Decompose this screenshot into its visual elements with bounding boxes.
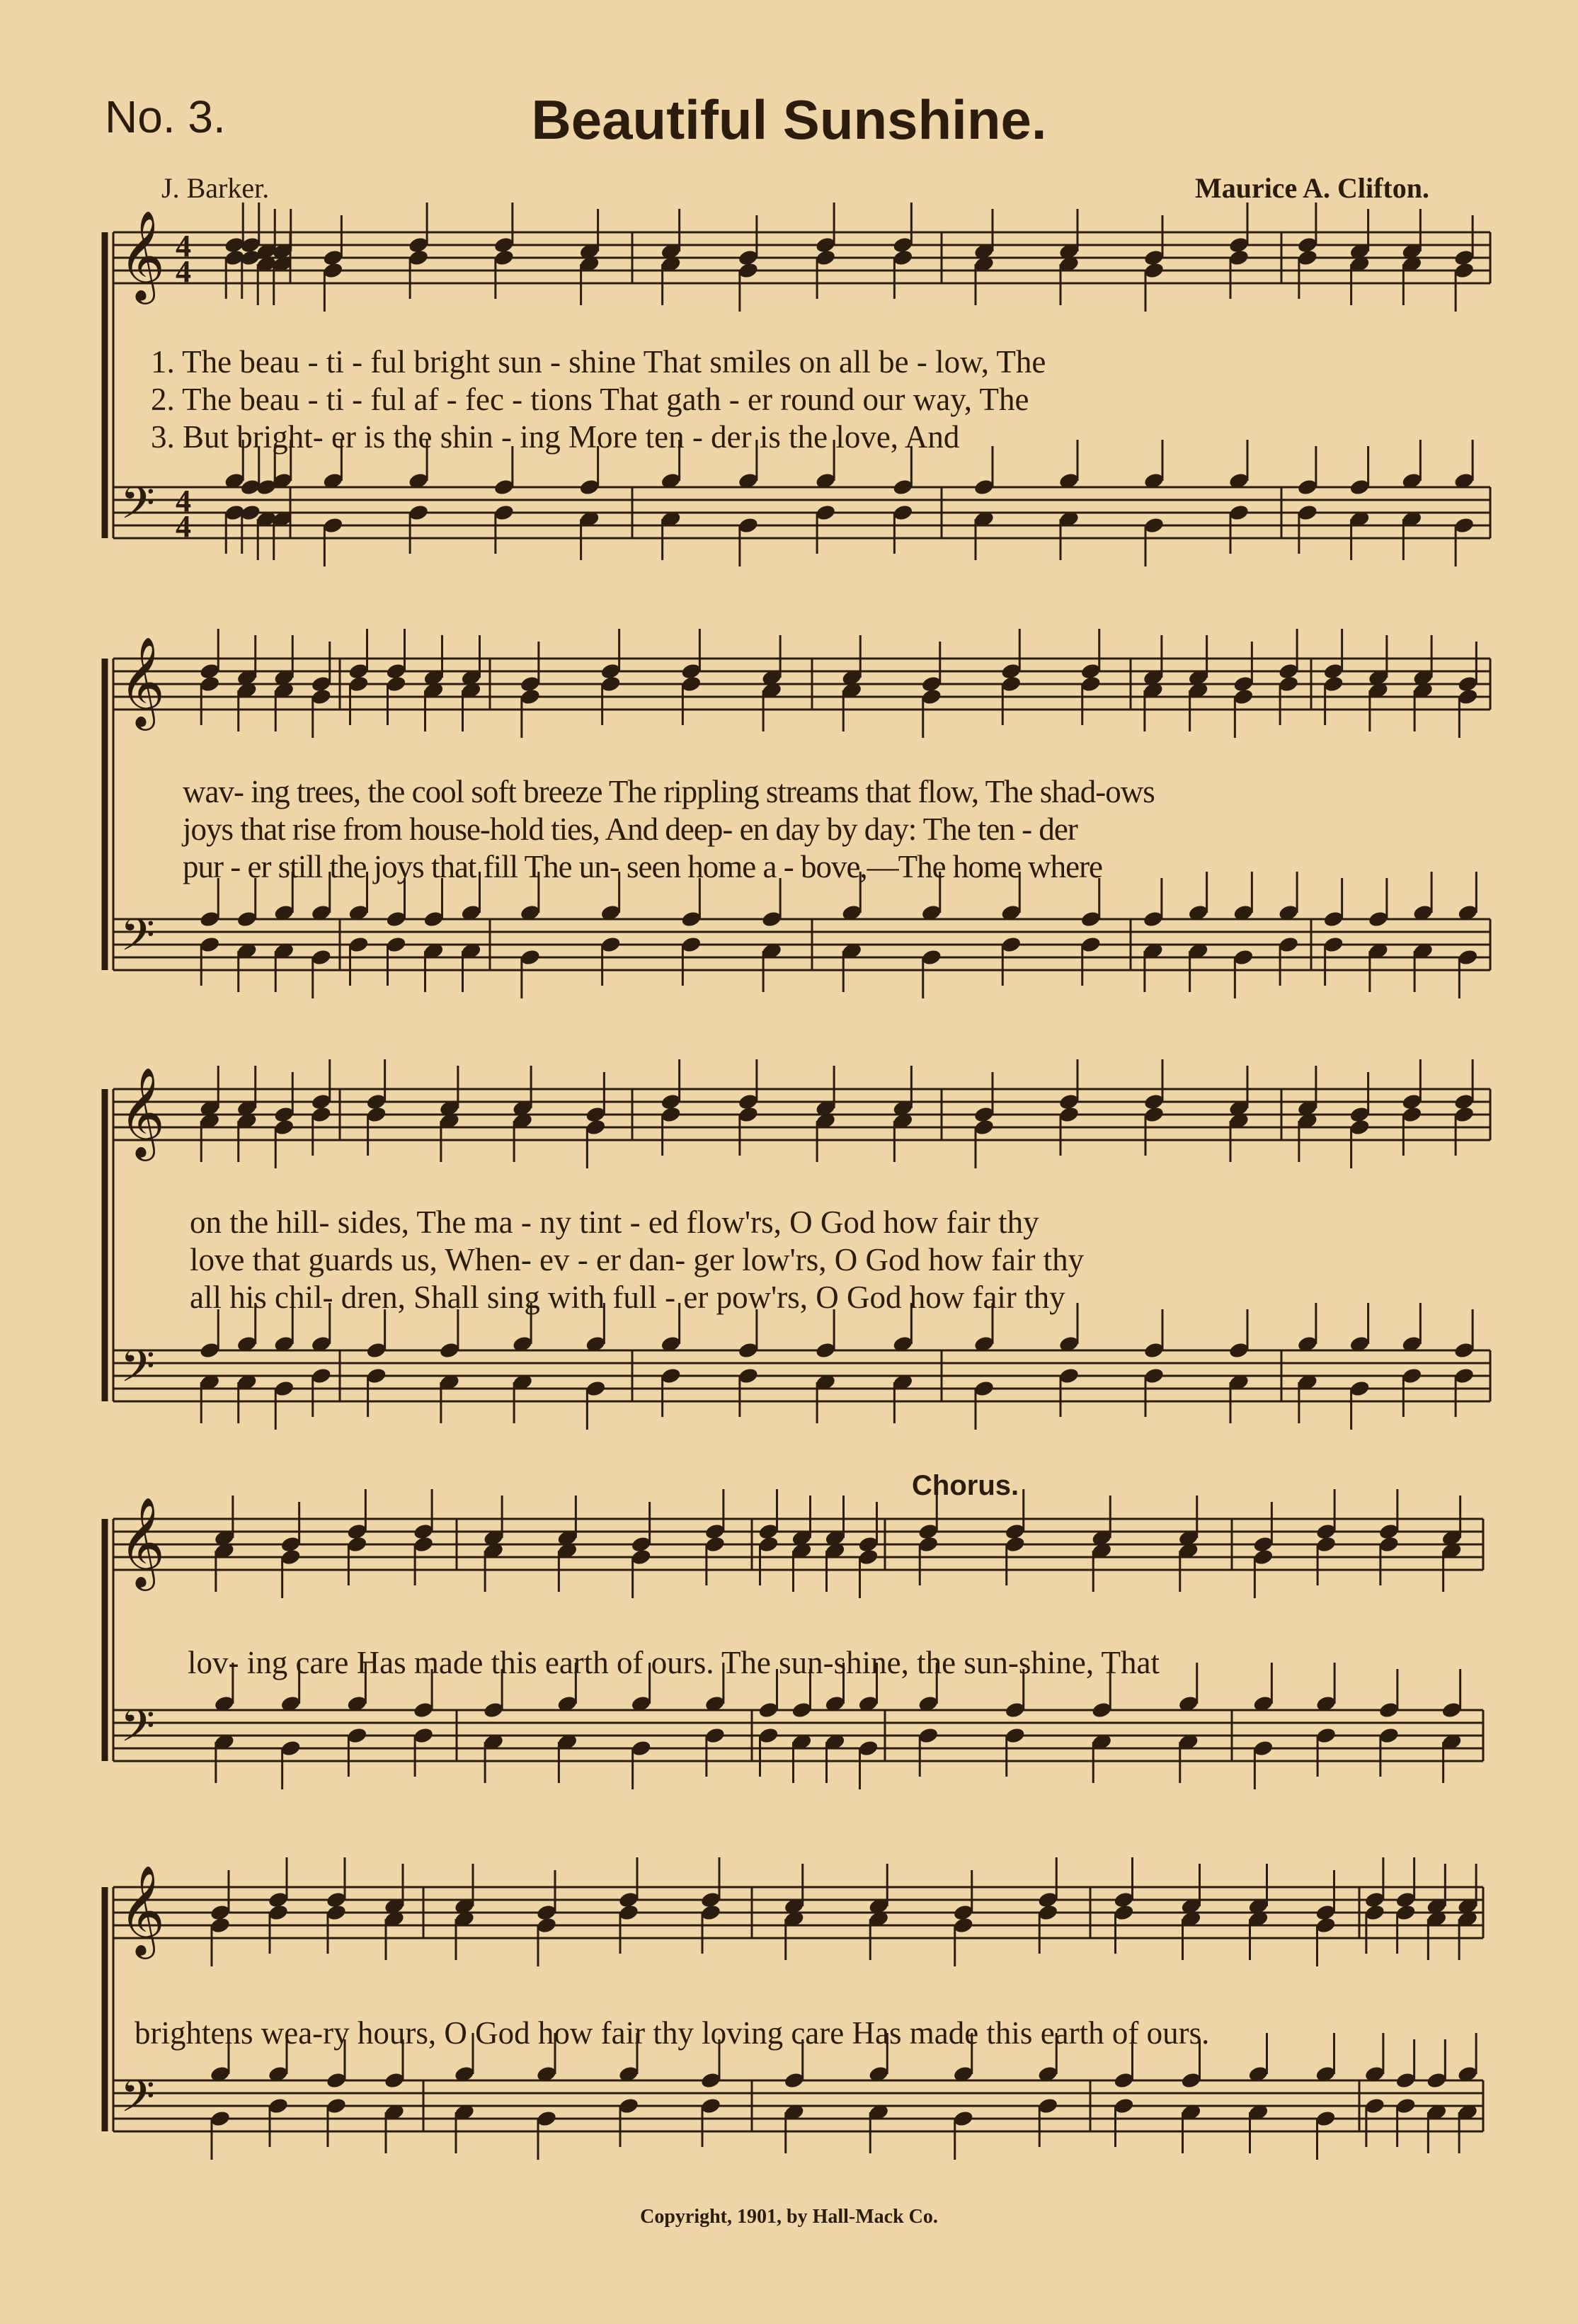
- bass-clef: 𝄢: [120, 477, 155, 540]
- treble-clef: 𝄞: [119, 1496, 166, 1587]
- lyric-line-s1-v3: 3. But bright- er is the shin - ing More ten - der is the love, And: [151, 419, 960, 455]
- lyric-line-s4: lov- ing care Has made this earth of ours. The sun-shine, the sun-shine, That: [188, 1645, 1160, 1680]
- lyric-line-s3-v3: all his chil- dren, Shall sing with full - er pow'rs, O God how fair thy: [190, 1280, 1065, 1315]
- bass-clef: 𝄢: [120, 2070, 155, 2133]
- lyric-line-s3-v1: on the hill- sides, The ma - ny tint - ed flow'rs, O God how fair thy: [190, 1204, 1039, 1240]
- treble-clef: 𝄞: [119, 210, 166, 300]
- bass-clef: 𝄢: [120, 1699, 155, 1762]
- lyric-line-s2-v2: joys that rise from house-hold ties, And deep- en day by day: The ten - der: [183, 811, 1077, 847]
- lyric-line-s2-v1: wav- ing trees, the cool soft breeze The rippling streams that flow, The shad-ows: [183, 774, 1155, 809]
- copyright-notice: Copyright, 1901, by Hall-Mack Co.: [640, 2206, 938, 2228]
- composer-credit: J. Barker.: [161, 172, 270, 204]
- hymn-number: No. 3.: [105, 91, 226, 142]
- time-signature: 4: [176, 484, 191, 518]
- hymn-title: Beautiful Sunshine.: [531, 89, 1047, 151]
- bass-clef: 𝄢: [120, 908, 155, 972]
- lyric-line-s3-v2: love that guards us, When- ev - er dan- ger low'rs, O God how fair thy: [190, 1242, 1085, 1277]
- treble-clef: 𝄞: [119, 1066, 166, 1157]
- time-signature: 4: [176, 229, 191, 263]
- treble-clef: 𝄞: [119, 1864, 166, 1955]
- bass-clef: 𝄢: [120, 1340, 155, 1403]
- treble-clef: 𝄞: [119, 636, 166, 727]
- lyric-line-s5: brightens wea-ry hours, O God how fair thy loving care Has made this earth of ours.: [135, 2015, 1210, 2051]
- time-signature: 4: [176, 254, 191, 289]
- lyric-line-s1-v2: 2. The beau - ti - ful af - fec - tions That gath - er round our way, The: [151, 382, 1029, 417]
- chorus-label: Chorus.: [912, 1470, 1019, 1501]
- time-signature: 4: [176, 509, 191, 544]
- lyric-line-s1-v1: 1. The beau - ti - ful bright sun - shine That smiles on all be - low, The: [151, 344, 1046, 380]
- lyric-line-s2-v3: pur - er still the joys that fill The un- seen home a - bove,—The home where: [183, 849, 1103, 884]
- lyricist-credit: Maurice A. Clifton.: [1194, 172, 1429, 204]
